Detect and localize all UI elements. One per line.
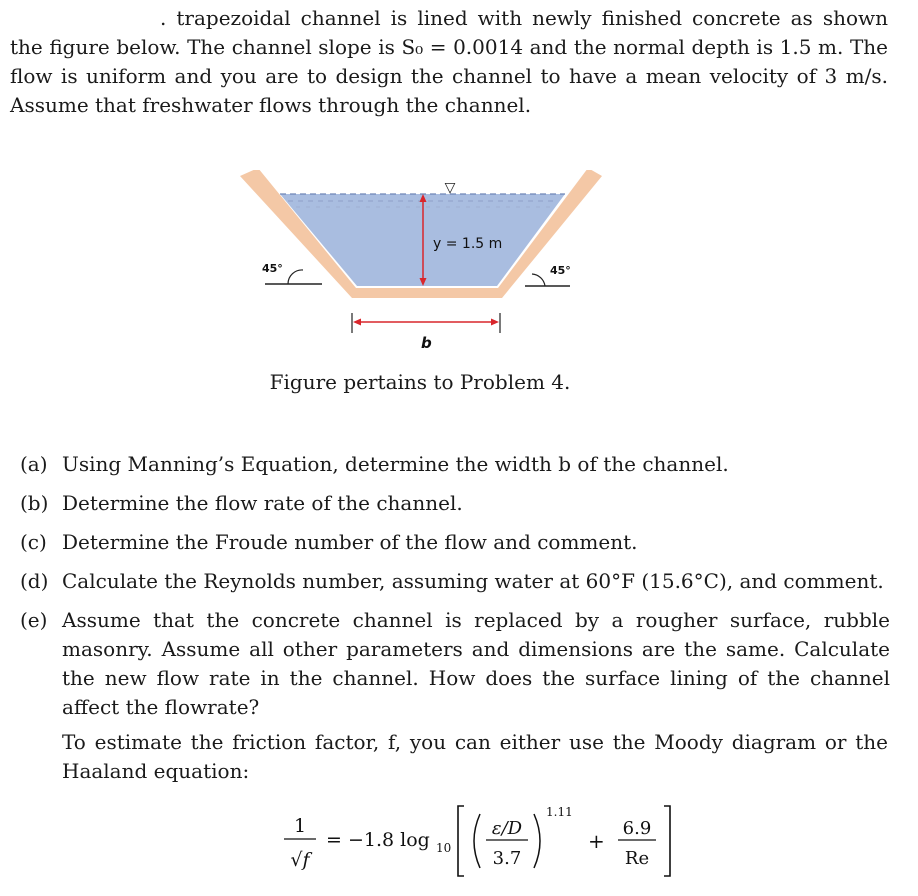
intro-text: trapezoidal channel is lined with newly finished concrete as shown the figure below. The channel slope is S₀ = 0.0014 and the normal depth is 1.5 m. The flow is uniform and you are to design the channel to have a mean velocity of 3 m/s. Assume that freshwater flows through the channel. (10, 6, 889, 117)
eq-left-bracket (458, 806, 464, 876)
part-label: (a) (20, 452, 48, 476)
problem-parts (20, 450, 890, 732)
part-b (20, 489, 890, 518)
eq-equals-log: = −1.8 log (326, 829, 430, 851)
friction-note: To estimate the friction factor, f, you can either use the Moody diagram or the Haaland equation: (62, 730, 888, 783)
eq-re-denominator: Re (624, 848, 650, 869)
water-surface-icon: ▽ (444, 180, 456, 196)
right-angle-label: 45° (550, 264, 571, 277)
part-a (20, 450, 890, 479)
part-e (20, 606, 890, 722)
problem-intro (10, 4, 888, 120)
eq-exponent: 1.11 (546, 805, 573, 819)
part-c (20, 528, 890, 557)
intro-lead: . (160, 6, 167, 30)
part-text: Determine the Froude number of the flow and comment. (62, 530, 638, 554)
eq-left-paren (474, 814, 480, 868)
figure-caption: Figure pertains to Problem 4. (269, 370, 571, 394)
part-label: (c) (20, 530, 47, 554)
left-angle-arc (288, 270, 303, 284)
left-angle-label: 45° (262, 262, 283, 275)
right-angle-arc (532, 274, 545, 286)
part-text: Calculate the Reynolds number, assuming water at 60°F (15.6°C), and comment. (62, 569, 884, 593)
eq-log-subscript: 10 (436, 841, 452, 855)
part-d (20, 567, 890, 596)
part-label: (e) (20, 608, 48, 632)
eq-re-numerator: 6.9 (622, 818, 652, 839)
part-label: (d) (20, 569, 49, 593)
depth-label: y = 1.5 m (433, 236, 503, 252)
eq-eps-numerator: ε/D (491, 818, 523, 839)
haaland-equation (270, 800, 690, 890)
eq-right-paren (534, 814, 540, 868)
part-text: Determine the flow rate of the channel. (62, 491, 463, 515)
part-label: (b) (20, 491, 49, 515)
part-text: Assume that the concrete channel is replaced by a rougher surface, rubble masonry. Assume all other parameters and dimensions are the same. Calculate the new flow rate in the channel. How does the surface lining of the channel affect the flowrate? (62, 608, 890, 719)
eq-lhs-numerator: 1 (293, 815, 307, 837)
eq-lhs-denominator: √f (290, 849, 310, 871)
part-text: Using Manning’s Equation, determine the width b of the channel. (62, 452, 729, 476)
channel-figure (240, 170, 610, 360)
eq-plus: + (588, 829, 605, 853)
width-label: b (421, 334, 432, 352)
width-arrow-head-right (491, 319, 499, 326)
eq-eps-denominator: 3.7 (492, 848, 522, 869)
eq-right-bracket (664, 806, 670, 876)
width-arrow-head-left (353, 319, 361, 326)
